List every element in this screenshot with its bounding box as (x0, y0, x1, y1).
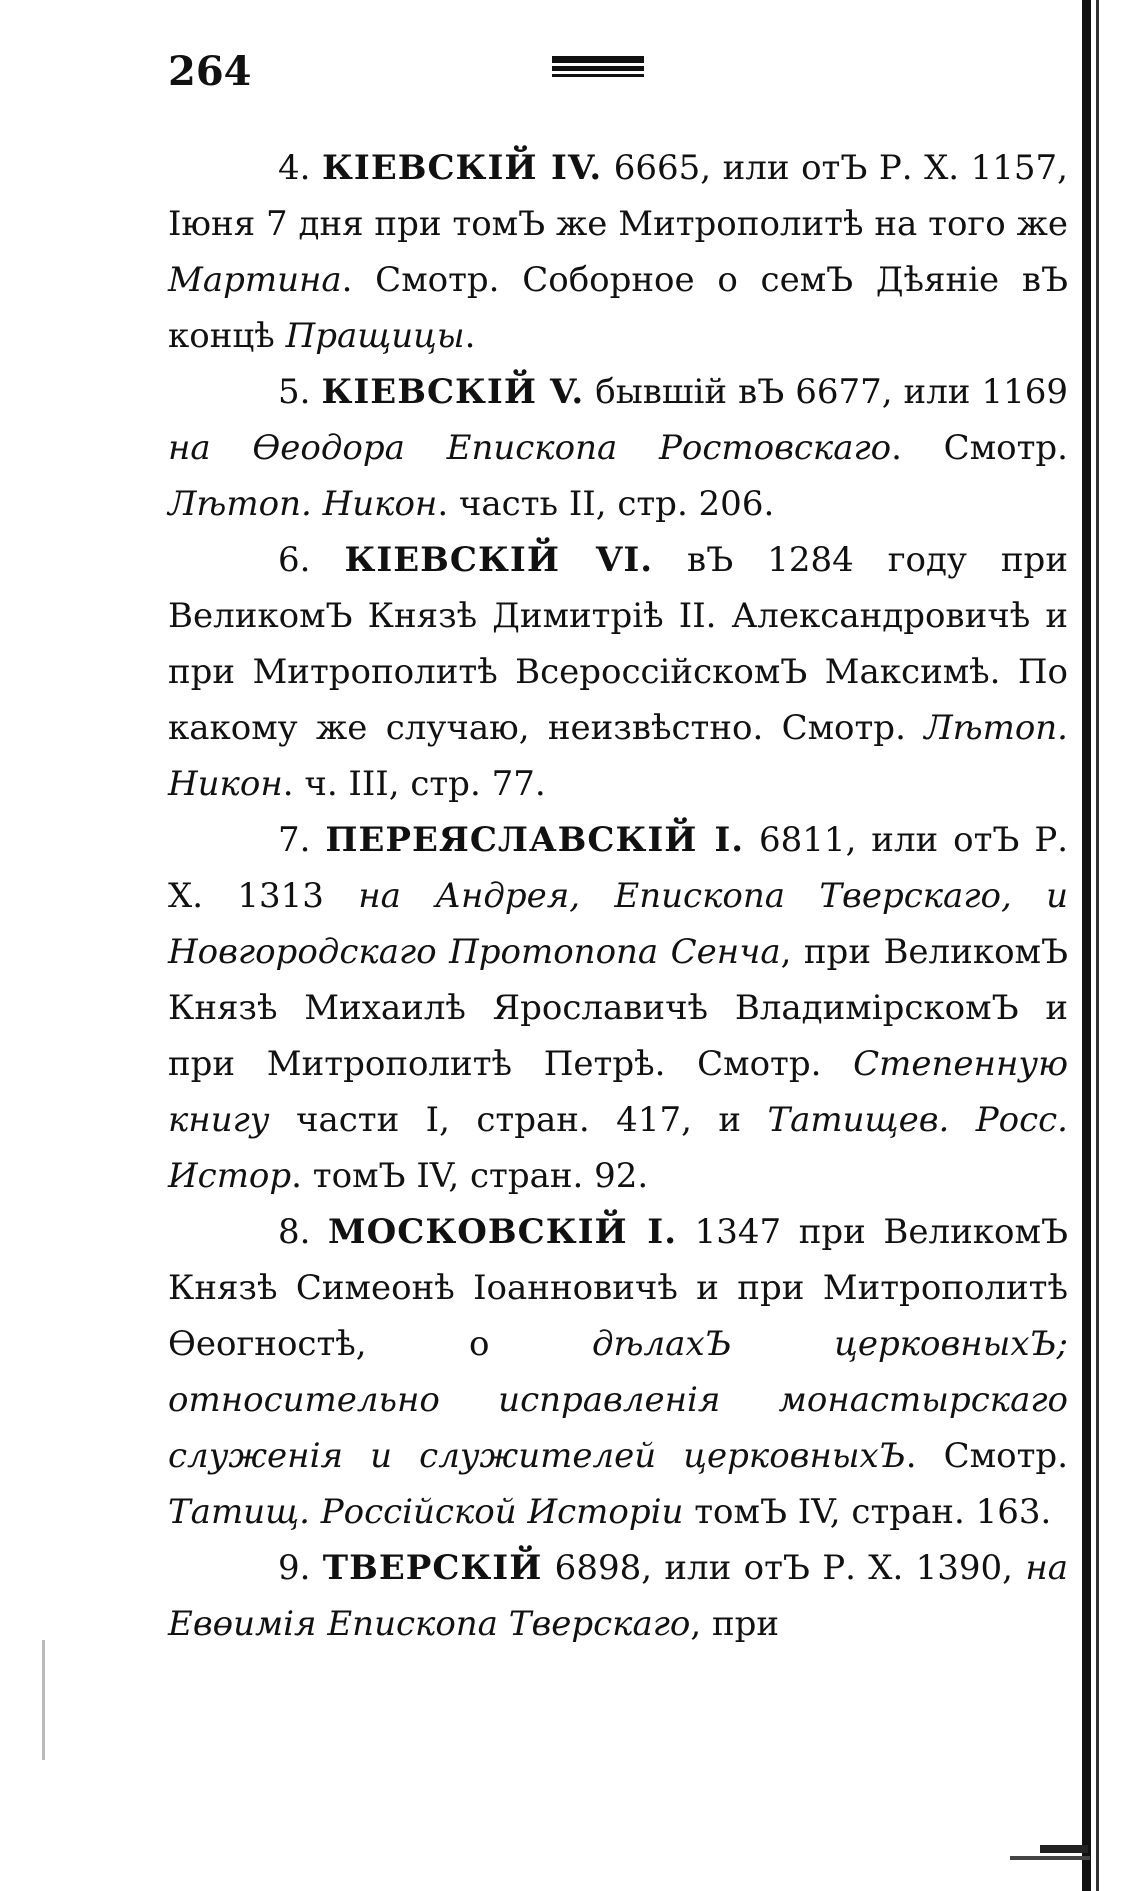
entry-text: 1347 при ВеликомЪ Князѣ Симеонѣ Іоанновичѣ и при Митрополитѣ Өеогностѣ, о (168, 1212, 1068, 1364)
italic-reference: на Андрея, Епископа Тверскаго, и Новгородскаго Протопопа Сенча (168, 876, 1069, 972)
council-name: КІЕВСКІЙ VI. (344, 540, 654, 580)
entry-text: 6898, или отЪ Р. Х. 1390, (542, 1548, 1026, 1588)
entry-text: части I, стран. 417, и (269, 1100, 768, 1140)
italic-reference: Степенную книгу (168, 1044, 1068, 1140)
entry-paragraph: 4. КІЕВСКІЙ IV. 6665, или отЪ Р. Х. 1157, Іюня 7 дня при томЪ же Митрополитѣ на того же Мартина. Смотр. Соборное о семЪ Дѣяніе вЪ концѣ Пращицы. (168, 148, 1068, 356)
council-name: МОСКОВСКІЙ I. (328, 1212, 678, 1252)
entry-text: 6811, или отЪ Р. Х. 1313 (168, 820, 1069, 916)
page-number: 264 (168, 48, 252, 95)
page-edge-shadow (1082, 0, 1091, 1891)
entry-number: 5 (278, 372, 300, 412)
council-name: ТВЕРСКІЙ (322, 1548, 543, 1588)
italic-reference: Лѣтоп. Никон (168, 708, 1068, 804)
italic-reference: на Өеодора Епископа Ростовскаго (168, 428, 892, 468)
entry-paragraph: 8. МОСКОВСКІЙ I. 1347 при ВеликомЪ Князѣ Симеонѣ Іоанновичѣ и при Митрополитѣ Өеогностѣ, о дѣлахЪ церковныхЪ; относительно исправленія монастырскаго служенія и служителей церковныхЪ. Смотр. Татищ. Россійской Исторіи томЪ IV, стран. 163. (168, 1212, 1069, 1532)
italic-reference: Лѣтоп. Никон (168, 484, 438, 524)
corner-mark (1040, 1845, 1088, 1853)
entry-text: . (464, 316, 476, 356)
entry-number: 7 (278, 820, 300, 860)
entry-text: . Смотр. (905, 1436, 1068, 1476)
entry-text: . Смотр. Соборное о семЪ Дѣяніе вЪ концѣ (168, 260, 1068, 356)
italic-reference: Татищев. Росс. Истор (168, 1100, 1068, 1196)
entry-text: бывшій вЪ 6677, или 1169 (584, 372, 1068, 412)
italic-reference: Мартина (168, 260, 342, 300)
entry-paragraph: 5. КІЕВСКІЙ V. бывшій вЪ 6677, или 1169 на Өеодора Епископа Ростовскаго. Смотр. Лѣтоп. Никон. часть II, стр. 206. (168, 372, 1068, 524)
entry-text: 6665, или отЪ Р. Х. 1157, Іюня 7 дня при томЪ же Митрополитѣ на того же (168, 148, 1068, 244)
entry-paragraph: 9. ТВЕРСКІЙ 6898, или отЪ Р. Х. 1390, на Евөимія Епископа Тверскаго, при (168, 1548, 1068, 1644)
entry-text: . Смотр. (891, 428, 1068, 468)
entry-number: 9 (278, 1548, 300, 1588)
entry-text: , при (690, 1604, 780, 1644)
council-name: ПЕРЕЯСЛАВСКІЙ I. (325, 820, 745, 860)
entry-text: . часть II, стр. 206. (437, 484, 775, 524)
entry-text: , при ВеликомЪ Князѣ Михаилѣ Ярославичѣ ВладимірскомЪ и при Митрополитѣ Петрѣ. Смотр. (168, 932, 1068, 1084)
italic-reference: Татищ. Россійской Исторіи (168, 1492, 684, 1532)
entry-number: 4 (278, 148, 300, 188)
entry-paragraph: 7. ПЕРЕЯСЛАВСКІЙ I. 6811, или отЪ Р. Х. 1313 на Андрея, Епископа Тверскаго, и Новгородскаго Протопопа Сенча, при ВеликомЪ Князѣ Михаилѣ Ярославичѣ ВладимірскомЪ и при Митрополитѣ Петрѣ. Смотр. Степенную книгу части I, стран. 417, и Татищев. Росс. Истор. томЪ IV, стран. 92. (168, 820, 1069, 1196)
header-rule (552, 56, 644, 82)
page-body-text (168, 140, 1068, 1652)
italic-reference: на Евөимія Епископа Тверскаго (168, 1548, 1068, 1644)
italic-reference: Пращицы (285, 316, 465, 356)
council-name: КІЕВСКІЙ IV. (321, 148, 603, 188)
entry-number: 8 (278, 1212, 300, 1252)
entry-text: вЪ 1284 году при ВеликомЪ Князѣ Димитріѣ II. Александровичѣ и при Митрополитѣ ВсероссійскомЪ Максимѣ. По какому же случаю, неизвѣстно. Смотр. (168, 540, 1068, 748)
entry-text: томЪ IV, стран. 163. (683, 1492, 1052, 1532)
corner-mark-line (1010, 1856, 1090, 1860)
italic-reference: дѣлахЪ церковныхЪ; относительно исправленія монастырскаго служенія и служителей церковныхЪ (168, 1324, 1069, 1476)
scan-artifact (42, 1640, 45, 1760)
page-edge-line (1096, 0, 1099, 1891)
entry-paragraph: 6. КІЕВСКІЙ VI. вЪ 1284 году при ВеликомЪ Князѣ Димитріѣ II. Александровичѣ и при Митрополитѣ ВсероссійскомЪ Максимѣ. По какому же случаю, неизвѣстно. Смотр. Лѣтоп. Никон. ч. III, стр. 77. (168, 540, 1068, 804)
council-name: КІЕВСКІЙ V. (321, 372, 585, 412)
entry-text: . томЪ IV, стран. 92. (291, 1156, 649, 1196)
entry-number: 6 (278, 540, 300, 580)
entry-text: . ч. III, стр. 77. (282, 764, 546, 804)
